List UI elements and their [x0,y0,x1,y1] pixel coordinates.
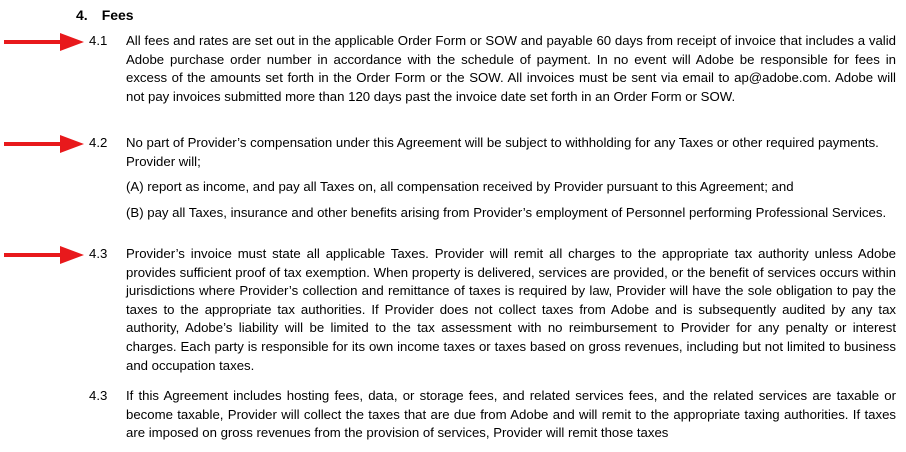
clause-text: All fees and rates are set out in the applicable Order Form or SOW and payable 60 days from receipt of invoice that includes a valid Adobe purchase order number in accordance with the schedule of payment. In no event will Adobe be responsible for fees in excess of the amounts set forth in the Order Form or the SOW. All invoices must be sent via email to ap@adobe.com. Adobe will not pay invoices submitted more than 120 days past the invoice date set forth in an Order Form or SOW. [126,33,896,104]
clause-number: 4.2 [89,135,108,150]
clause-text: No part of Provider’s compensation under this Agreement will be subject to withholding for any Taxes or other required payments. Provider will; [126,135,879,169]
red-arrow-icon [2,134,84,154]
red-arrow-icon [2,32,84,52]
clause-item-b: (B) pay all Taxes, insurance and other benefits arising from Provider’s employment of Personnel performing Professional Services. [126,205,887,220]
section-number: 4. [76,7,88,23]
clause-item-a: (A) report as income, and pay all Taxes on, all compensation received by Provider pursuant to this Agreement; and [126,179,794,194]
clause-number: 4.3 [89,388,108,403]
clause-number: 4.1 [89,33,108,48]
section-heading [76,6,134,25]
clause-text: Provider’s invoice must state all applicable Taxes. Provider will remit all charges to the appropriate tax authority unless Adobe provides sufficient proof of tax exemption. When property is delivered, services are provided, or the benefit of services occurs within jurisdictions where Provider’s collection and remittance of taxes is required by law, Provider will have the sole obligation to pay the taxes to the appropriate tax authorities. If Provider does not collect taxes from Adobe and is subsequently audited by any tax authority, Adobe’s liability will be limited to the tax assessment with no reimbursement to Provider for any penalty or interest charges. Each party is responsible for its own income taxes or taxes based on gross revenues, including but not limited to business and occupation taxes. [126,246,896,373]
red-arrow-icon [2,245,84,265]
clause-number: 4.3 [89,246,108,261]
clause-text: If this Agreement includes hosting fees, data, or storage fees, and related services fees, and the related services are taxable or become taxable, Provider will collect the taxes that are due from Adobe and will remit to the appropriate taxing authorities. If taxes are imposed on gross revenues from the provision of services, Provider will remit those taxes [126,388,896,441]
section-title: Fees [101,7,134,23]
